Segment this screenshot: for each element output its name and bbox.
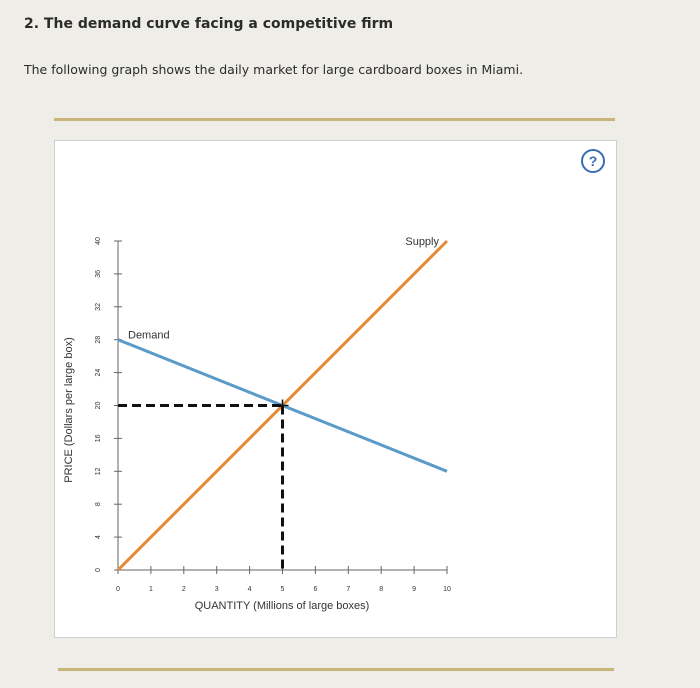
x-tick-label: 9 xyxy=(412,586,417,593)
x-tick-label: 8 xyxy=(379,586,384,593)
y-tick-label: 16 xyxy=(94,434,102,443)
y-tick-label: 0 xyxy=(94,568,102,572)
question-title: 2. The demand curve facing a competitive firm xyxy=(24,16,394,32)
x-tick-label: 6 xyxy=(313,586,318,593)
bottom-divider xyxy=(58,668,614,671)
question-text: The following graph shows the daily market for large cardboard boxes in Miami. xyxy=(24,62,524,77)
y-tick-label: 40 xyxy=(94,237,102,245)
help-icon[interactable]: ? xyxy=(581,149,605,173)
supply-label: Supply xyxy=(405,236,439,248)
y-tick-label: 8 xyxy=(94,502,102,507)
x-tick-label: 3 xyxy=(214,586,219,593)
x-tick-label: 10 xyxy=(443,586,451,593)
x-axis-label: QUANTITY (Millions of large boxes) xyxy=(194,600,370,612)
y-tick-label: 12 xyxy=(94,467,102,476)
y-tick-label: 20 xyxy=(94,401,102,410)
demand-label: Demand xyxy=(128,329,170,342)
y-tick-label: 36 xyxy=(94,270,102,278)
x-tick-label: 4 xyxy=(247,586,252,593)
x-tick-label: 1 xyxy=(148,586,153,593)
x-tick-label: 7 xyxy=(346,586,351,593)
y-tick-label: 32 xyxy=(94,302,102,311)
y-axis-label: PRICE (Dollars per large box) xyxy=(63,337,75,483)
x-tick-label: 2 xyxy=(181,586,186,593)
x-tick-label: 0 xyxy=(116,586,120,593)
y-tick-label: 4 xyxy=(94,535,102,540)
y-tick-label: 28 xyxy=(94,335,102,344)
x-tick-label: 5 xyxy=(280,586,285,593)
y-tick-label: 24 xyxy=(94,368,102,377)
